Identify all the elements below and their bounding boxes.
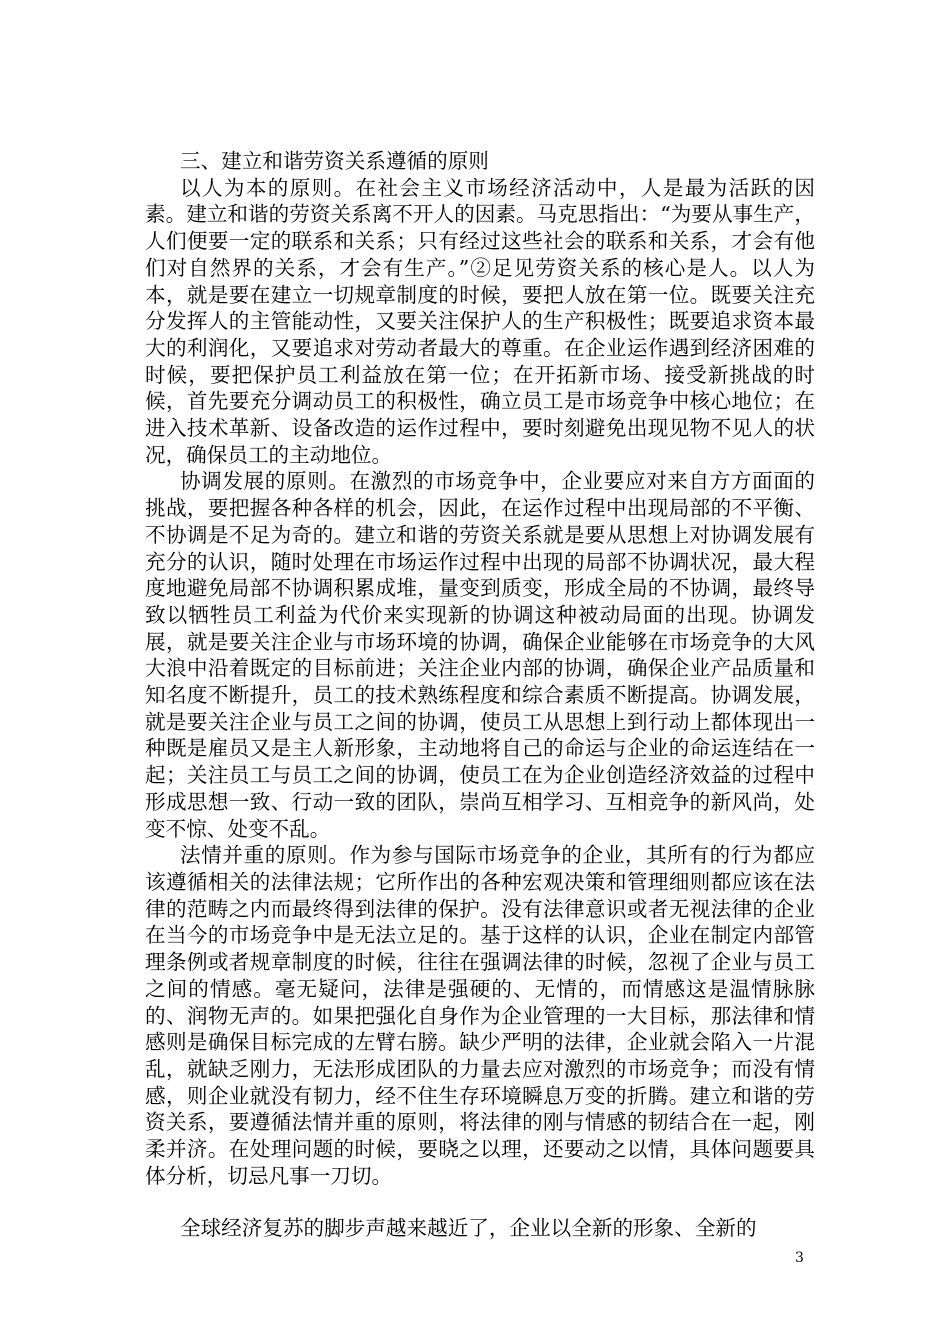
page-body [145,148,815,1242]
paragraph-coordinated-development: 协调发展的原则。在激烈的市场竞争中，企业要应对来自方方面面的挑战，要把握各种各样的机会，因此，在运作过程中出现局部的不平衡、不协调是不足为奇的。建立和谐的劳资关系就是要从思想上对协调发展有充分的认识，随时处理在市场运作过程中出现的局部不协调状况，最大程度地避免局部不协调积累成堆，量变到质变，形成全局的不协调，最终导致以牺牲员工利益为代价来实现新的协调这种被动局面的出现。协调发展，就是要关注企业与市场环境的协调，确保企业能够在市场竞争的大风大浪中沿着既定的目标前进；关注企业内部的协调，确保企业产品质量和知名度不断提升，员工的技术熟练程度和综合素质不断提高。协调发展，就是要关注企业与员工之间的协调，使员工从思想上到行动上都体现出一种既是雇员又是主人新形象，主动地将自己的命运与企业的命运连结在一起；关注员工与员工之间的协调，使员工在为企业创造经济效益的过程中形成思想一致、行动一致的团队，崇尚互相学习、互相竞争的新风尚，处变不惊、处变不乱。 [145,469,815,841]
paragraph-people-oriented: 以人为本的原则。在社会主义市场经济活动中，人是最为活跃的因素。建立和谐的劳资关系离不开人的因素。马克思指出：“为要从事生产，人们便要一定的联系和关系；只有经过这些社会的联系和关系，才会有他们对自然界的关系，才会有生产。”②足见劳资关系的核心是人。以人为本，就是要在建立一切规章制度的时候，要把人放在第一位。既要关注充分发挥人的主管能动性，又要关注保护人的生产积极性；既要追求资本最大的利润化，又要追求对劳动者最大的尊重。在企业运作遇到经济困难的时候，要把保护员工利益放在第一位；在开拓新市场、接受新挑战的时候，首先要充分调动员工的积极性，确立员工是市场竞争中核心地位；在进入技术革新、设备改造的运作过程中，要时刻避免出现见物不见人的状况，确保员工的主动地位。 [145,175,815,467]
paragraph-gap [145,1189,815,1215]
paragraph-law-and-emotion: 法情并重的原则。作为参与国际市场竞争的企业，其所有的行为都应该遵循相关的法律法规；它所作出的各种宏观决策和管理细则都应该在法律的范畴之内而最终得到法律的保护。没有法律意识或者无视法律的企业在当今的市场竞争中是无法立足的。基于这样的认识，企业在制定内部管理条例或者规章制度的时候，往往在强调法律的时候，忽视了企业与员工之间的情感。毫无疑问，法律是强硬的、无情的，而情感这是温情脉脉的、润物无声的。如果把强化自身作为企业管理的一大目标，那法律和情感则是确保目标完成的左臂右膀。缺少严明的法律，企业就会陷入一片混乱，就缺乏刚力，无法形成团队的力量去应对激烈的市场竞争；而没有情感，则企业就没有韧力，经不住生存环境瞬息万变的折腾。建立和谐的劳资关系，要遵循法情并重的原则，将法律的刚与情感的韧结合在一起，刚柔并济。在处理问题的时候，要晓之以理，还要动之以情，具体问题要具体分析，切忌凡事一刀切。 [145,843,815,1188]
paragraph-closing: 全球经济复苏的脚步声越来越近了，企业以全新的形象、全新的 [180,1216,757,1241]
section-heading: 三、建立和谐劳资关系遵循的原则 [180,149,489,173]
page-number: 3 [795,1250,804,1266]
